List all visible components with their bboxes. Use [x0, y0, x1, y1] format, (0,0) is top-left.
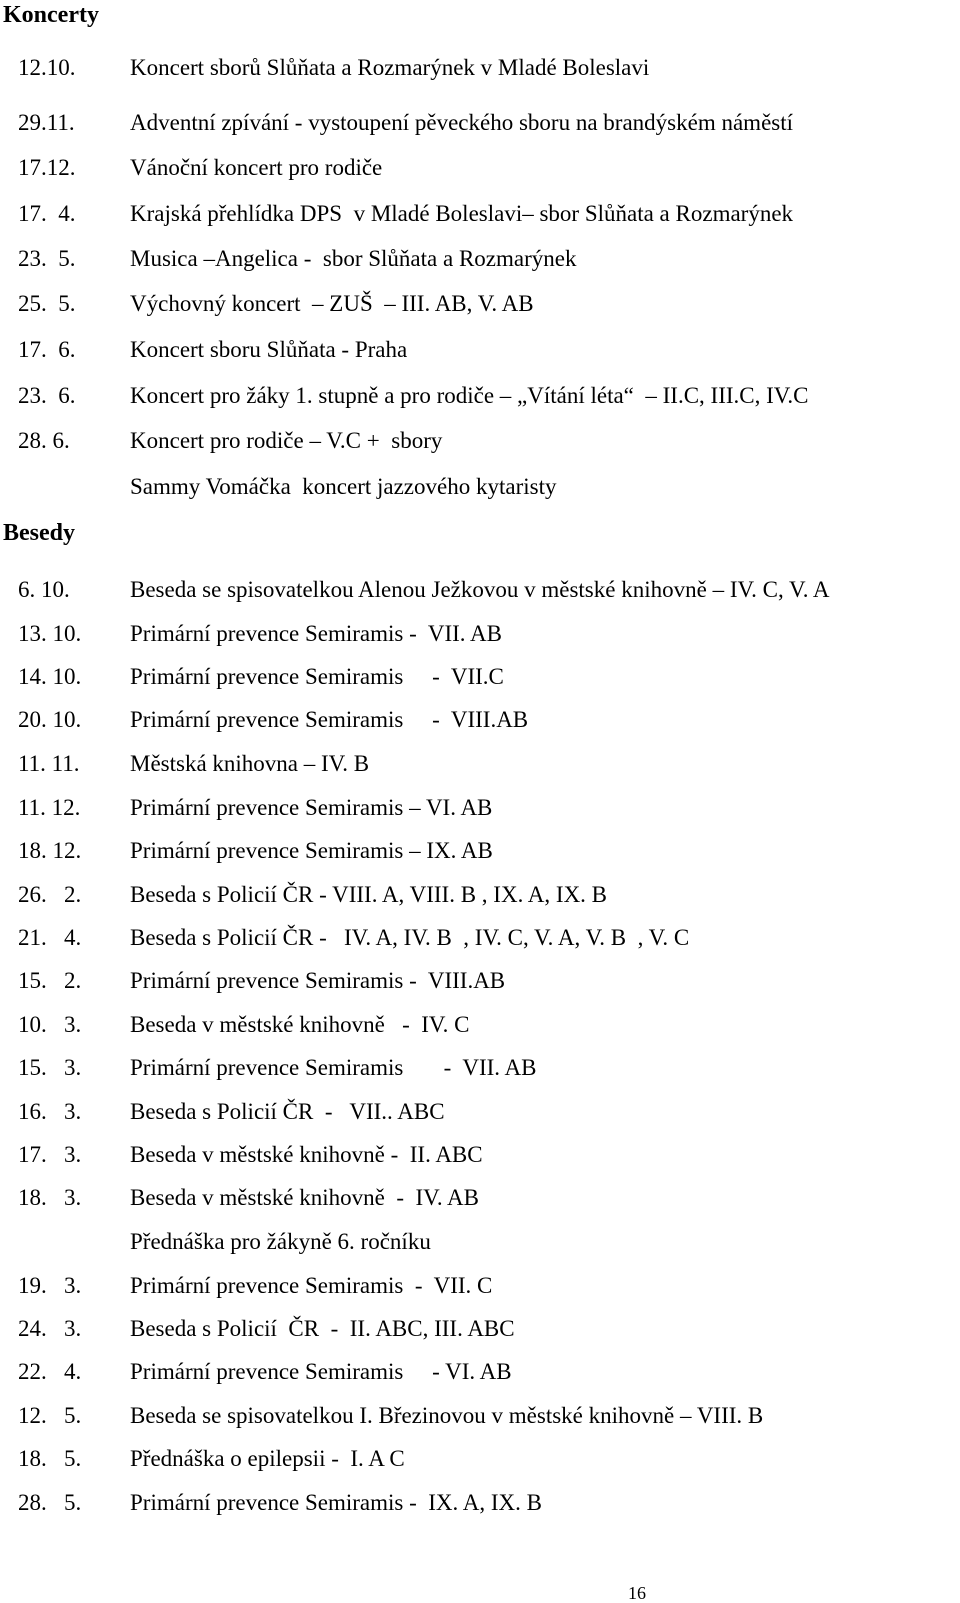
- entry-date: 26. 2.: [18, 882, 82, 907]
- entry-date: 11. 11.: [18, 751, 80, 776]
- entry-text: Primární prevence Semiramis - VII. AB: [130, 621, 502, 646]
- entry-date: 14. 10.: [18, 664, 82, 689]
- entry-date: 12. 5.: [18, 1403, 82, 1428]
- entry-text: Výchovný koncert – ZUŠ – III. AB, V. AB: [130, 291, 534, 316]
- entry-text: Beseda s Policií ČR - II. ABC, III. ABC: [130, 1316, 515, 1341]
- entry-date: 17. 3.: [18, 1142, 82, 1167]
- entry-text: Koncert pro žáky 1. stupně a pro rodiče – „Vítání léta“ – II.C, III.C, IV.C: [130, 383, 809, 408]
- entry-text: Beseda se spisovatelkou I. Březinovou v městské knihovně – VIII. B: [130, 1403, 764, 1428]
- entry-text: Primární prevence Semiramis - VII. C: [130, 1273, 493, 1298]
- entry-text: Přednáška pro žákyně 6. ročníku: [130, 1229, 431, 1254]
- schedule-row: [0, 793, 960, 823]
- schedule-row: [0, 836, 960, 866]
- schedule-row: [0, 1444, 960, 1474]
- schedule-row: [0, 199, 960, 229]
- entry-text: Beseda s Policií ČR - VII.. ABC: [130, 1099, 445, 1124]
- entry-text: Sammy Vomáčka koncert jazzového kytaristy: [130, 474, 557, 499]
- schedule-row: [0, 289, 960, 319]
- schedule-row: [0, 1488, 960, 1518]
- entry-text: Vánoční koncert pro rodiče: [130, 155, 383, 180]
- entry-date: 12.10.: [18, 55, 76, 80]
- entry-date: 21. 4.: [18, 925, 82, 950]
- entry-text: Primární prevence Semiramis – VI. AB: [130, 795, 493, 820]
- entry-date: 15. 3.: [18, 1055, 82, 1080]
- schedule-row: [0, 381, 960, 411]
- schedule-row: [0, 575, 960, 605]
- schedule-row: [0, 53, 960, 83]
- schedule-row: [0, 923, 960, 953]
- schedule-row: [0, 619, 960, 649]
- schedule-row: [0, 1010, 960, 1040]
- entry-date: 16. 3.: [18, 1099, 82, 1124]
- schedule-row: [0, 426, 960, 456]
- entry-text: Koncert sborů Slůňata a Rozmarýnek v Mladé Boleslavi: [130, 55, 650, 80]
- schedule-row: [0, 1314, 960, 1344]
- entry-text: Městská knihovna – IV. B: [130, 751, 370, 776]
- entry-text: Primární prevence Semiramis - IX. A, IX. B: [130, 1490, 542, 1515]
- schedule-row: [0, 1053, 960, 1083]
- entry-date: 11. 12.: [18, 795, 81, 820]
- entry-text: Primární prevence Semiramis - VIII.AB: [130, 968, 506, 993]
- schedule-row: [0, 1357, 960, 1387]
- schedule-row: [0, 1227, 960, 1257]
- entry-date: 28. 6.: [18, 428, 70, 453]
- entry-date: 18. 5.: [18, 1446, 82, 1471]
- schedule-row: [0, 108, 960, 138]
- entry-date: 24. 3.: [18, 1316, 82, 1341]
- schedule-row: [0, 1401, 960, 1431]
- schedule-row: [0, 662, 960, 692]
- entry-date: 18. 3.: [18, 1185, 82, 1210]
- entry-date: 22. 4.: [18, 1359, 82, 1384]
- entry-date: 25. 5.: [18, 291, 76, 316]
- entry-text: Primární prevence Semiramis - VII. AB: [130, 1055, 537, 1080]
- entry-text: Beseda v městské knihovně - II. ABC: [130, 1142, 483, 1167]
- schedule-row: [0, 749, 960, 779]
- entry-text: Beseda v městské knihovně - IV. AB: [130, 1185, 480, 1210]
- entry-text: Primární prevence Semiramis - VIII.AB: [130, 707, 529, 732]
- entry-text: Beseda v městské knihovně - IV. C: [130, 1012, 470, 1037]
- schedule-row: [0, 153, 960, 183]
- entry-date: 29.11.: [18, 110, 75, 135]
- schedule-row: [0, 1183, 960, 1213]
- entry-text: Krajská přehlídka DPS v Mladé Boleslavi– sbor Slůňata a Rozmarýnek: [130, 201, 794, 226]
- page-number: 16: [628, 1583, 646, 1603]
- entry-text: Musica –Angelica - sbor Slůňata a Rozmarýnek: [130, 246, 577, 271]
- entry-date: 17. 6.: [18, 337, 76, 362]
- section-heading-besedy: Besedy: [3, 520, 75, 546]
- schedule-row: [0, 472, 960, 502]
- schedule-row: [0, 1271, 960, 1301]
- entry-text: Beseda s Policií ČR - IV. A, IV. B , IV. C, V. A, V. B , V. C: [130, 925, 690, 950]
- schedule-row: [0, 1140, 960, 1170]
- entry-date: 6. 10.: [18, 577, 70, 602]
- entry-date: 19. 3.: [18, 1273, 82, 1298]
- entry-date: 23. 5.: [18, 246, 76, 271]
- entry-text: Primární prevence Semiramis - VI. AB: [130, 1359, 512, 1384]
- entry-text: Adventní zpívání - vystoupení pěveckého sboru na brandýském náměstí: [130, 110, 794, 135]
- section-heading-koncerty: Koncerty: [3, 2, 99, 28]
- schedule-row: [0, 705, 960, 735]
- schedule-row: [0, 244, 960, 274]
- entry-date: 17.12.: [18, 155, 76, 180]
- entry-date: 15. 2.: [18, 968, 82, 993]
- entry-text: Koncert pro rodiče – V.C + sbory: [130, 428, 443, 453]
- entry-text: Primární prevence Semiramis – IX. AB: [130, 838, 493, 863]
- schedule-row: [0, 335, 960, 365]
- schedule-row: [0, 880, 960, 910]
- entry-date: 23. 6.: [18, 383, 76, 408]
- entry-text: Přednáška o epilepsii - I. A C: [130, 1446, 405, 1471]
- entry-date: 17. 4.: [18, 201, 76, 226]
- schedule-row: [0, 1097, 960, 1127]
- entry-date: 28. 5.: [18, 1490, 82, 1515]
- entry-date: 18. 12.: [18, 838, 82, 863]
- entry-date: 20. 10.: [18, 707, 82, 732]
- entry-text: Beseda s Policií ČR - VIII. A, VIII. B , IX. A, IX. B: [130, 882, 608, 907]
- entry-date: 10. 3.: [18, 1012, 82, 1037]
- schedule-row: [0, 966, 960, 996]
- entry-text: Primární prevence Semiramis - VII.C: [130, 664, 504, 689]
- entry-text: Koncert sboru Slůňata - Praha: [130, 337, 408, 362]
- entry-text: Beseda se spisovatelkou Alenou Ježkovou v městské knihovně – IV. C, V. A: [130, 577, 830, 602]
- entry-date: 13. 10.: [18, 621, 82, 646]
